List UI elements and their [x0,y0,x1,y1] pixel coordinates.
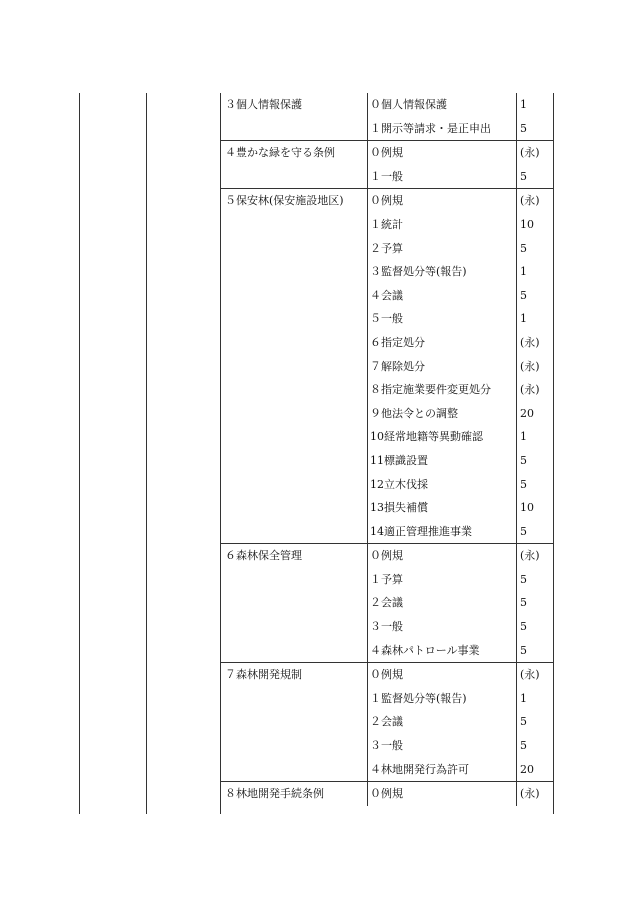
section-title: ３個人情報保護 [225,98,302,111]
retention-period-cell: 5 [520,715,527,729]
category-cell [221,331,368,355]
category-cell [221,591,368,615]
category-cell [221,473,368,497]
retention-period-cell: 10 [520,501,534,515]
category-cell [221,237,368,261]
table-row [221,402,553,426]
document-type-cell: ０例規 [368,141,517,165]
retention-period-cell: 5 [520,121,527,135]
category-cell [221,615,368,639]
category-cell [221,213,368,237]
document-type-cell: ２会議 [368,591,517,615]
document-type-cell: ０例規 [368,189,517,213]
section-title: ５保安林(保安施設地区) [225,194,344,208]
retention-period-cell: (永) [520,335,540,349]
retention-period-cell: 20 [520,406,534,420]
document-type-cell: ８指定施業要件変更処分 [368,378,517,402]
document-type-cell: ４森林パトロール事業 [368,639,517,663]
retention-period-cell: 5 [520,739,527,753]
table-row [221,758,553,782]
category-cell [221,355,368,379]
table-row [221,591,553,615]
retention-period-cell: 5 [520,477,527,491]
category-cell [221,639,368,663]
table-row [221,165,553,189]
retention-period-cell: 5 [520,620,527,634]
document-type-cell: ７解除処分 [368,355,517,379]
section-title: ６森林保全管理 [225,549,302,563]
table-row [221,425,553,449]
retention-period-cell: (永) [520,549,540,563]
category-cell [221,496,368,520]
retention-period-cell: (永) [520,146,540,160]
table-row [221,307,553,331]
document-type-cell: １開示等請求・是正申出 [368,117,517,141]
retention-period-cell: 5 [520,524,527,538]
retention-period-cell: (永) [520,383,540,397]
document-type-cell: ０個人情報保護 [368,93,517,117]
table-row [221,284,553,308]
category-cell [221,734,368,758]
table-row [221,237,553,261]
retention-period-cell: 1 [520,312,527,326]
retention-period-cell: 5 [520,643,527,657]
table-row [221,378,553,402]
document-type-cell: １監督処分等(報告) [368,687,517,711]
document-type-cell: ５一般 [368,307,517,331]
category-cell [221,710,368,734]
table-section [221,93,553,140]
document-type-cell: ９他法令との調整 [368,402,517,426]
table-row [221,117,553,141]
left-margin-line-1 [79,93,80,814]
category-cell [221,687,368,711]
document-type-cell: ６指定処分 [368,331,517,355]
table-section [221,781,553,806]
retention-period-cell: 5 [520,288,527,302]
table-section [221,188,553,543]
table-row [221,449,553,473]
document-type-cell: ４林地開発行為許可 [368,758,517,782]
document-type-cell: 13損失補償 [368,496,517,520]
retention-period-cell: (永) [520,668,540,682]
category-cell [221,568,368,592]
retention-period-cell: 10 [520,217,534,231]
retention-period-cell: 5 [520,572,527,586]
section-title: ７森林開発規制 [225,668,302,682]
category-cell [221,425,368,449]
retention-period-cell: 5 [520,241,527,255]
retention-period-cell: 5 [520,453,527,467]
retention-period-cell: 20 [520,762,534,776]
retention-period-cell: (永) [520,194,540,208]
document-type-cell: ３監督処分等(報告) [368,260,517,284]
table-row [221,520,553,544]
table-row [221,687,553,711]
category-cell [221,307,368,331]
document-type-cell: 11標識設置 [368,449,517,473]
category-cell [221,378,368,402]
table-section [221,662,553,781]
retention-period-cell: (永) [520,787,540,801]
document-type-cell: ２会議 [368,710,517,734]
table-row [221,260,553,284]
retention-period-cell: (永) [520,359,540,373]
retention-table [220,93,554,814]
category-cell [221,284,368,308]
category-cell [221,117,368,141]
retention-period-cell: 5 [520,596,527,610]
left-margin-line-2 [146,93,147,814]
table-section [221,543,553,662]
section-title: ８林地開発手続条例 [225,787,324,801]
document-type-cell: 10経常地籍等異動確認 [368,425,517,449]
category-cell [221,520,368,544]
table-row [221,639,553,663]
table-row [221,473,553,497]
document-type-cell: ０例規 [368,663,517,687]
retention-period-cell: 1 [520,691,527,705]
document-type-cell: ３一般 [368,615,517,639]
retention-period-cell: 1 [520,265,527,279]
retention-period-cell: 5 [520,169,527,183]
document-type-cell: 12立木伐採 [368,473,517,497]
table-row [221,213,553,237]
category-cell [221,165,368,189]
table-row [221,355,553,379]
document-type-cell: １統計 [368,213,517,237]
category-cell [221,402,368,426]
table-section [221,140,553,188]
category-cell [221,260,368,284]
table-row [221,568,553,592]
document-type-cell: ０例規 [368,782,517,806]
document-type-cell: ０例規 [368,544,517,568]
document-type-cell: １予算 [368,568,517,592]
document-type-cell: ４会議 [368,284,517,308]
table-row [221,734,553,758]
table-row [221,331,553,355]
category-cell [221,758,368,782]
document-type-cell: ３一般 [368,734,517,758]
table-row [221,710,553,734]
document-type-cell: １一般 [368,165,517,189]
category-cell [221,449,368,473]
document-type-cell: ２予算 [368,237,517,261]
section-title: ４豊かな緑を守る条例 [225,146,335,160]
retention-period-cell: 1 [520,98,527,111]
table-row [221,615,553,639]
table-row [221,496,553,520]
retention-period-cell: 1 [520,430,527,444]
document-type-cell: 14適正管理推進事業 [368,520,517,544]
